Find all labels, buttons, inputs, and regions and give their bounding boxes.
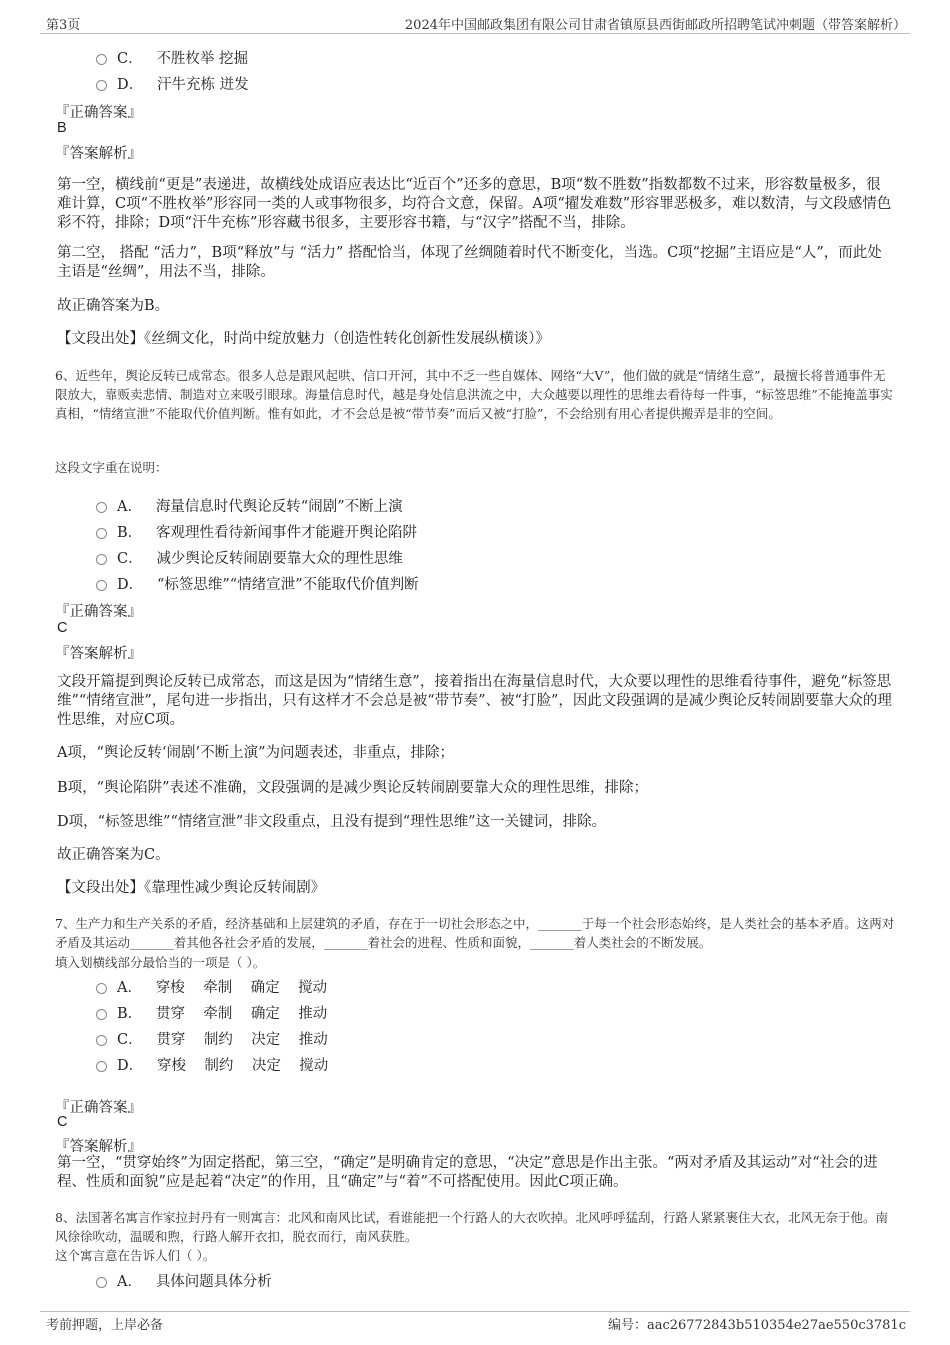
option-letter: D． xyxy=(117,1058,144,1074)
option-text: 不胜枚举 挖掘 xyxy=(156,51,249,67)
document-id: 编号：aac26772843b510354e27ae550c3781c xyxy=(607,1318,906,1333)
radio-button[interactable] xyxy=(96,1277,107,1288)
analysis-paragraph: 第一空，横线前“更是”表递进，故横线处成语应表达比“近百个”还多的意思，B项“数不胜数”指数都数不过来，形容数量极多，很难计算，C项“不胜枚举”形容同一类的人或事物很多，均符合文意，保留。A项“擢发难数”形容罪恶极多，难以数清，与文段感情色彩不符，排除；D项“汗牛充栋”形容藏书很多，主要形容书籍，与“汉字”搭配不当，排除。 xyxy=(57,177,892,231)
option-c[interactable] xyxy=(96,47,248,68)
option-a[interactable] xyxy=(96,976,327,997)
analysis-paragraph: 文段开篇提到舆论反转已成常态，而这是因为“情绪生意”，接着指出在海量信息时代，大众要以理性的思维看待事件，避免“标签思维”“情绪宣泄”，尾句进一步指出，只有这样才不会总是被“带节奏”、被“打脸”，因此文段强调的是减少舆论反转闹剧要靠大众的理性思维，对应C项。 xyxy=(57,674,892,728)
radio-button[interactable] xyxy=(96,502,107,513)
option-text: 减少舆论反转闹剧要靠大众的理性思维 xyxy=(156,551,403,567)
option-letter: A． xyxy=(117,980,142,996)
radio-button[interactable] xyxy=(96,528,107,539)
answer-label: 『正确答案』 xyxy=(55,105,142,121)
option-d[interactable] xyxy=(96,1054,328,1075)
header-divider xyxy=(40,33,910,34)
radio-button[interactable] xyxy=(96,1061,107,1072)
radio-button[interactable] xyxy=(96,554,107,565)
analysis-label: 『答案解析』 xyxy=(55,1139,142,1155)
radio-button[interactable] xyxy=(96,54,107,65)
option-c[interactable] xyxy=(96,1028,328,1049)
question-stem: 6、近些年，舆论反转已成常态。很多人总是跟风起哄、信口开河，其中不乏一些自媒体、网络“大V”，他们做的就是“情绪生意”，最擅长将普通事件无限放大，靠贩卖悲情、制造对立来吸引眼球。海量信息时代，越是身处信息洪流之中，大众越要以理性的思维去看待每一件事，“标签思维”不能掩盖事实真相，“情绪宣泄”不能取代价值判断。惟有如此，才不会总是被“带节奏”而后又被“打脸”，不会给别有用心者提供搬弄是非的空间。 xyxy=(55,368,893,421)
analysis-paragraph: D项，“标签思维”“情绪宣泄”非文段重点，且没有提到“理性思维”这一关键词，排除。 xyxy=(57,814,607,830)
option-c[interactable] xyxy=(96,547,403,568)
analysis-paragraph: 第二空， 搭配 “活力”，B项“释放”与 “活力” 搭配恰当，体现了丝绸随着时代不断变化，当选。C项“挖掘”主语应是“人”，而此处主语是“丝绸”，用法不当，排除。 xyxy=(57,245,882,280)
option-letter: D． xyxy=(117,77,144,93)
radio-button[interactable] xyxy=(96,983,107,994)
option-text: 贯穿 牵制 确定 推动 xyxy=(155,1006,328,1022)
option-text: 客观理性看待新闻事件才能避开舆论陷阱 xyxy=(155,525,417,541)
footer-slogan: 考前押题，上岸必备 xyxy=(46,1318,164,1333)
footer-divider xyxy=(40,1311,910,1312)
option-b[interactable] xyxy=(96,1002,327,1023)
option-text: “标签思维”“情绪宣泄”不能取代价值判断 xyxy=(156,577,419,593)
answer-value: C xyxy=(57,1114,68,1130)
option-letter: B． xyxy=(117,525,143,541)
option-text: 具体问题具体分析 xyxy=(155,1274,272,1290)
page-number: 第3页 xyxy=(46,18,81,33)
option-b[interactable] xyxy=(96,521,417,542)
radio-button[interactable] xyxy=(96,1009,107,1020)
analysis-conclusion: 故正确答案为C。 xyxy=(57,847,170,863)
analysis-paragraph: 第一空，“贯穿始终”为固定搭配，第三空，“确定”是明确肯定的意思，“决定”意思是作出主张。“两对矛盾及其运动”对“社会的进程、性质和面貌”应是起着“决定”的作用，且“确定”与“着”不可搭配使用。因此C项正确。 xyxy=(57,1155,878,1190)
question-prompt: 这个寓言意在告诉人们（ ）。 xyxy=(55,1248,216,1263)
option-d[interactable] xyxy=(96,573,419,594)
radio-button[interactable] xyxy=(96,1035,107,1046)
answer-value: B xyxy=(57,120,67,136)
radio-button[interactable] xyxy=(96,580,107,591)
option-text: 穿梭 制约 决定 搅动 xyxy=(156,1058,329,1074)
option-letter: C． xyxy=(117,551,143,567)
analysis-label: 『答案解析』 xyxy=(55,646,142,662)
source-citation: 【文段出处】《丝绸文化，时尚中绽放魅力（创造性转化创新性发展纵横谈）》 xyxy=(57,331,550,347)
option-a[interactable] xyxy=(96,1270,272,1291)
option-letter: C． xyxy=(117,51,143,67)
option-letter: D． xyxy=(117,577,144,593)
question-stem: 8、法国著名寓言作家拉封丹有一则寓言：北风和南风比试，看谁能把一个行路人的大衣吹掉。北风呼呼猛刮，行路人紧紧裹住大衣，北风无奈于他。南风徐徐吹动，温暖和煦，行路人解开衣扣，脱衣而行，南风获胜。 xyxy=(55,1210,888,1244)
option-a[interactable] xyxy=(96,495,403,516)
radio-button[interactable] xyxy=(96,80,107,91)
option-text: 穿梭 牵制 确定 搅动 xyxy=(155,980,328,996)
answer-value: C xyxy=(57,620,68,636)
question-prompt: 填入划横线部分最恰当的一项是（ ）。 xyxy=(55,955,266,970)
option-text: 海量信息时代舆论反转“闹剧”不断上演 xyxy=(155,499,403,515)
question-prompt: 这段文字重在说明： xyxy=(55,460,168,475)
analysis-paragraph: B项，“舆论陷阱”表述不准确，文段强调的是减少舆论反转闹剧要靠大众的理性思维，排除； xyxy=(57,780,648,796)
option-letter: B． xyxy=(117,1006,143,1022)
analysis-paragraph: A项，“舆论反转‘闹剧’不断上演”为问题表述，非重点，排除； xyxy=(57,745,455,761)
option-letter: A． xyxy=(117,499,142,515)
analysis-conclusion: 故正确答案为B。 xyxy=(57,298,170,314)
question-stem: 7、生产力和生产关系的矛盾，经济基础和上层建筑的矛盾，存在于一切社会形态之中，_______于每一个社会形态始终，是人类社会的基本矛盾。这两对矛盾及其运动_______着其他各社会矛盾的发展，_______着社会的进程、性质和面貌，_______着人类社会的不断发展。 xyxy=(55,916,895,950)
answer-label: 『正确答案』 xyxy=(55,1100,142,1116)
document-title: 2024年中国邮政集团有限公司甘肃省镇原县西街邮政所招聘笔试冲刺题（带答案解析） xyxy=(404,18,906,33)
analysis-label: 『答案解析』 xyxy=(55,146,142,162)
option-text: 汗牛充栋 迸发 xyxy=(156,77,249,93)
option-text: 贯穿 制约 决定 推动 xyxy=(156,1032,328,1048)
option-letter: C． xyxy=(117,1032,143,1048)
source-citation: 【文段出处】《靠理性减少舆论反转闹剧》 xyxy=(57,880,326,896)
answer-label: 『正确答案』 xyxy=(55,604,142,620)
option-letter: A． xyxy=(117,1274,142,1290)
option-d[interactable] xyxy=(96,73,249,94)
